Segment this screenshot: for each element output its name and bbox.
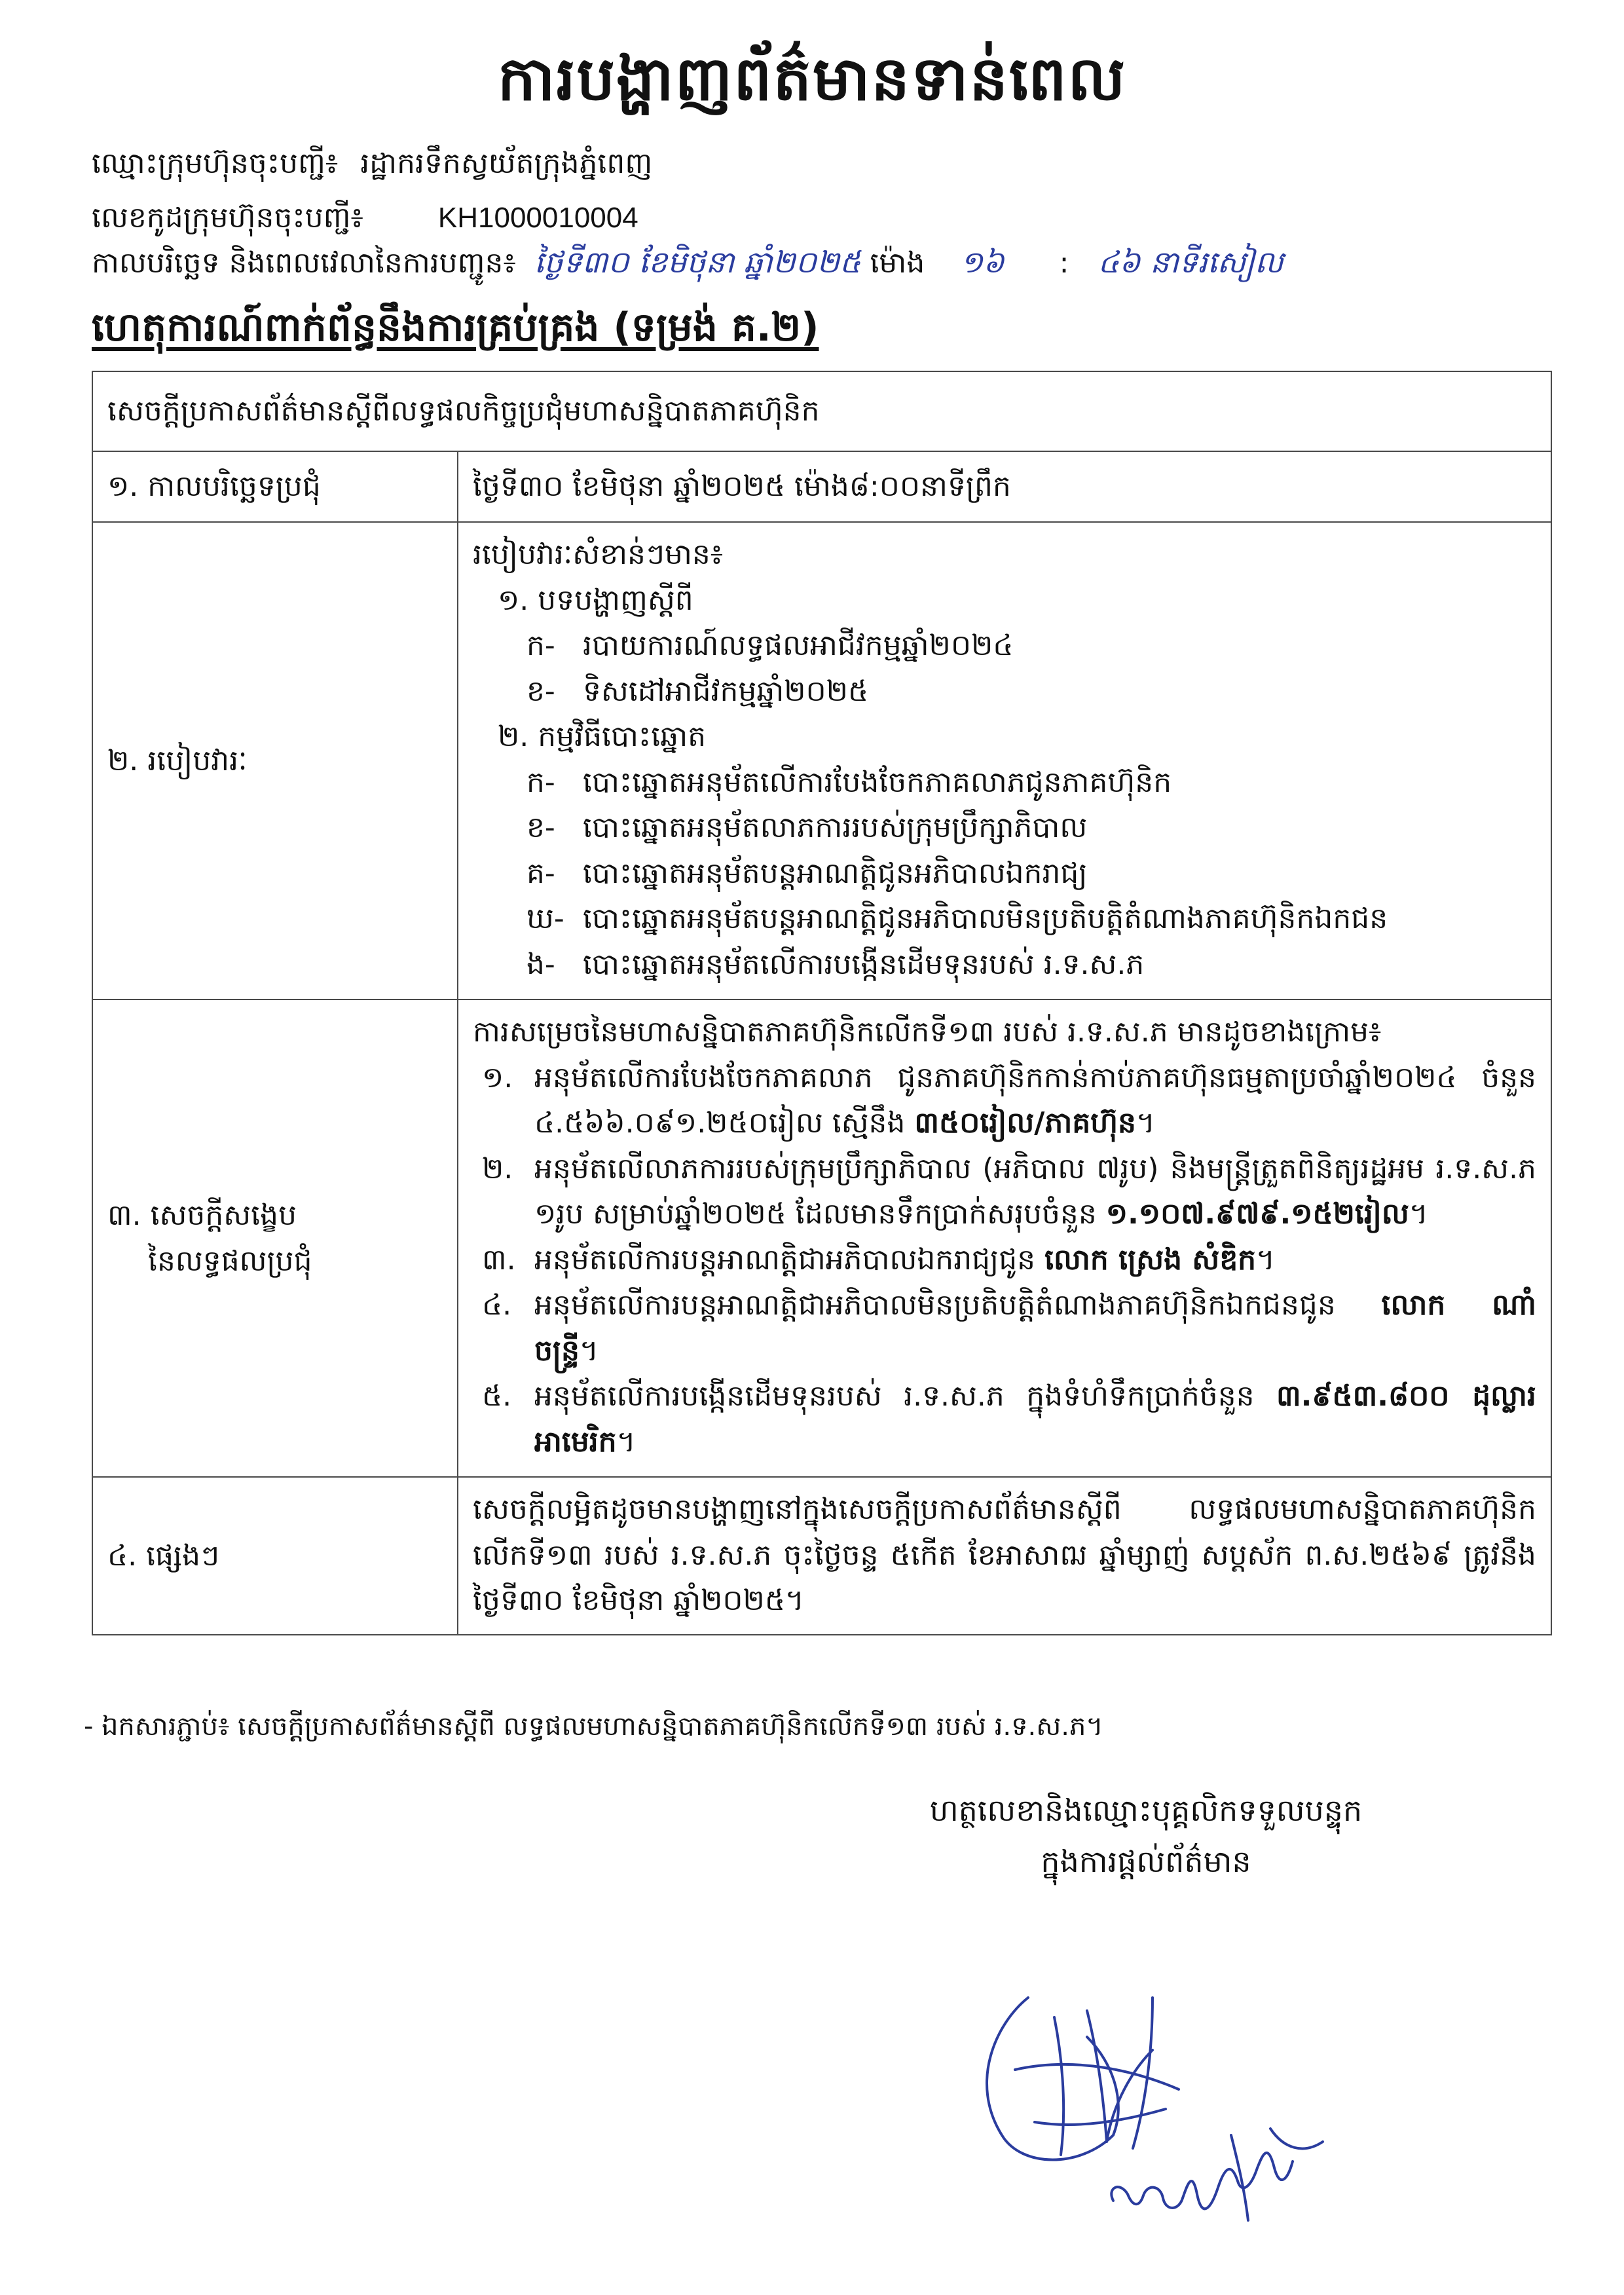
result-item-number: ២. — [482, 1151, 513, 1185]
company-name-row — [92, 145, 652, 187]
submission-datetime-row — [92, 244, 1283, 288]
agenda-row — [92, 522, 1551, 999]
result-item-number: ១. — [482, 1060, 513, 1094]
agenda-item-marker: ក- — [526, 765, 555, 799]
result-item — [473, 1055, 1536, 1146]
result-item-number: ៥. — [482, 1379, 512, 1413]
agenda-item-marker: ខ- — [526, 811, 555, 845]
result-highlight: លោក ណាំ ចន្ទ្រី — [534, 1288, 1536, 1368]
handwritten-signature — [956, 1971, 1362, 2260]
result-end: ។ — [616, 1425, 636, 1459]
disclosure-table — [92, 371, 1552, 1635]
company-name-label: ឈ្មោះក្រុមហ៊ុនចុះបញ្ជី៖ — [92, 147, 339, 180]
other-row — [92, 1477, 1551, 1635]
other-label: ៤. ផ្សេងៗ — [92, 1477, 458, 1635]
result-item — [473, 1282, 1536, 1373]
agenda-item — [473, 669, 1536, 715]
results-summary-label-line-2: នៃលទ្ធផលប្រជុំ — [148, 1244, 312, 1278]
result-end: ។ — [1409, 1197, 1428, 1231]
signature-caption-line-2: ក្នុងការផ្តល់ព័ត៌មាន — [1041, 1844, 1251, 1880]
result-item-number: ៤. — [482, 1288, 512, 1322]
section-heading: ហេតុការណ៍ពាក់ព័ន្ធនឹងការគ្រប់គ្រង (ទម្រង់ គ.២) — [92, 305, 819, 350]
result-highlight: លោក ស្រេង សំឌិក — [1044, 1242, 1257, 1277]
result-highlight: ៣.៩៥៣.៨០០ ដុល្លារអាមេរិក — [534, 1379, 1536, 1459]
result-item — [473, 1237, 1536, 1283]
signature-caption — [877, 1785, 1414, 1887]
results-summary-label-line-1: ៣. សេចក្តីសង្ខេប — [107, 1199, 297, 1233]
agenda-item-marker: ង- — [526, 947, 555, 981]
table-heading-cell: សេចក្តីប្រកាសព័ត៌មានស្តីពីលទ្ធផលកិច្ចប្រជុំមហាសន្និបាតភាគហ៊ុនិក — [92, 371, 1551, 451]
result-end: ។ — [1135, 1106, 1155, 1140]
agenda-item-text: បោះឆ្នោតអនុម័តបន្តអាណត្តិជូនអភិបាលមិនប្រតិបត្តិតំណាងភាគហ៊ុនិកឯកជន — [583, 902, 1388, 936]
agenda-label: ២. របៀបវារៈ — [92, 522, 458, 999]
page-title: ការបង្ហាញព័ត៌មានទាន់ពេល — [497, 44, 1127, 114]
agenda-item-text: បោះឆ្នោតអនុម័តលាភការរបស់ក្រុមប្រឹក្សាភិបាល — [583, 811, 1088, 845]
agenda-item — [473, 760, 1536, 806]
result-end: ។ — [579, 1334, 599, 1368]
result-text: អនុម័តលើលាភការរបស់ក្រុមប្រឹក្សាភិបាល (អភិបាល ៧រូប) និងមន្ត្រីត្រួតពិនិត្យរដ្ឋអម រ.ទ.ស.ភ ១រូប សម្រាប់ឆ្នាំ២០២៥ ដែលមានទឹកប្រាក់សរុបចំនួន — [534, 1151, 1536, 1231]
meeting-date-label: ១. កាលបរិច្ឆេទប្រជុំ — [92, 451, 458, 522]
agenda-cell — [458, 522, 1551, 999]
meeting-date-value: ថ្ងៃទី៣០ ខែមិថុនា ឆ្នាំ២០២៥ ម៉ោង៨:០០នាទីព្រឹក — [458, 451, 1551, 522]
time-separator: : — [1059, 246, 1069, 280]
agenda-item — [473, 896, 1536, 942]
agenda-item-text: បោះឆ្នោតអនុម័តលើការបែងចែកភាគលាភជូនភាគហ៊ុនិក — [583, 765, 1172, 799]
result-item-text — [534, 1237, 1536, 1283]
agenda-item-marker: ខ- — [526, 674, 555, 708]
submission-minute-value: ៤៦ នាទីរសៀល — [1098, 244, 1283, 280]
agenda-section-2: ២. កម្មវិធីបោះឆ្នោត — [498, 720, 707, 754]
result-text: អនុម័តលើការបង្កើនដើមទុនរបស់ រ.ទ.ស.ភ ក្នុងទំហំទឹកប្រាក់ចំនួន — [534, 1379, 1255, 1413]
result-text: អនុម័តលើការបន្តអាណត្តិជាអភិបាលឯករាជ្យជូន — [534, 1242, 1036, 1277]
agenda-item — [473, 942, 1536, 988]
agenda-section-1: ១. បទបង្ហាញស្តីពី — [498, 583, 693, 617]
result-text: អនុម័តលើការបន្តអាណត្តិជាអភិបាលមិនប្រតិបត្តិតំណាងភាគហ៊ុនិកឯកជនជូន — [534, 1288, 1336, 1322]
results-summary-label — [92, 999, 458, 1477]
meeting-date-row — [92, 451, 1551, 522]
agenda-item-marker: ក- — [526, 629, 555, 663]
results-intro: ការសម្រេចនៃមហាសន្និបាតភាគហ៊ុនិកលើកទី១៣ របស់ រ.ទ.ស.ភ មានដូចខាងក្រោម៖ — [473, 1015, 1382, 1049]
other-value: សេចក្តីលម្អិតដូចមានបង្ហាញនៅក្នុងសេចក្តីប្រកាសព័ត៌មានស្តីពី លទ្ធផលមហាសន្និបាតភាគហ៊ុនិកលើកទី១៣ របស់ រ.ទ.ស.ភ ចុះថ្ងៃចន្ទ ៥កើត ខែអាសាឍ ឆ្នាំម្សាញ់ សប្តស័ក ព.ស.២៥៦៩ ត្រូវនឹងថ្ងៃទី៣០ ខែមិថុនា ឆ្នាំ២០២៥។ — [458, 1477, 1551, 1635]
agenda-item — [473, 623, 1536, 669]
company-code-value: KH1000010004 — [437, 202, 638, 234]
attachment-note: - ឯកសារភ្ជាប់៖ សេចក្តីប្រកាសព័ត៌មានស្តីពី លទ្ធផលមហាសន្និបាតភាគហ៊ុនិកលើកទី១៣ របស់ រ.ទ.ស.ភ។ — [84, 1711, 1103, 1742]
agenda-item-marker: គ- — [526, 856, 555, 890]
company-code-label: លេខកូដក្រុមហ៊ុនចុះបញ្ជី៖ — [92, 201, 363, 234]
result-item-text — [534, 1055, 1536, 1146]
result-highlight: ១.១០៧.៩៧៩.១៥២រៀល — [1105, 1197, 1409, 1231]
agenda-intro: របៀបវារៈសំខាន់ៗមាន៖ — [473, 538, 724, 571]
results-summary-cell — [458, 999, 1551, 1477]
signature-caption-line-1: ហត្ថលេខានិងឈ្មោះបុគ្គលិកទទួលបន្ទុក — [929, 1793, 1363, 1828]
table-header-row — [92, 371, 1551, 451]
agenda-item-text: បោះឆ្នោតអនុម័តលើការបង្កើនដើមទុនរបស់ រ.ទ.ស.ភ — [583, 947, 1145, 981]
result-item-text — [534, 1282, 1536, 1373]
result-item-text — [534, 1146, 1536, 1237]
agenda-item-text: ទិសដៅអាជីវកម្មឆ្នាំ២០២៥ — [583, 674, 869, 708]
agenda-item-marker: ឃ- — [526, 902, 564, 936]
submission-date-value: ថ្ងៃទី៣០ ខែមិថុនា ឆ្នាំ២០២៥ — [534, 244, 861, 280]
company-code-row — [92, 200, 638, 242]
result-highlight: ៣៥០រៀល/ភាគហ៊ុន — [914, 1106, 1136, 1140]
result-item — [473, 1373, 1536, 1465]
agenda-item-text: របាយការណ៍លទ្ធផលអាជីវកម្មឆ្នាំ២០២៤ — [583, 629, 1014, 663]
result-item-text — [534, 1373, 1536, 1465]
submission-date-label: កាលបរិច្ឆេទ និងពេលវេលានៃការបញ្ជូន៖ — [92, 246, 516, 280]
agenda-item-text: បោះឆ្នោតអនុម័តបន្តអាណត្តិជូនអភិបាលឯករាជ្យ — [583, 856, 1088, 890]
agenda-item — [473, 805, 1536, 851]
result-item — [473, 1146, 1536, 1237]
result-item-number: ៣. — [482, 1242, 516, 1277]
result-end: ។ — [1256, 1242, 1276, 1277]
result-text: អនុម័តលើការបែងចែកភាគលាភ ជូនភាគហ៊ុនិកកាន់កាប់ភាគហ៊ុនធម្មតាប្រចាំឆ្នាំ២០២៤ ចំនួន ៤.៥៦៦.០៩១.២៥០រៀល ស្មើនឹង — [534, 1060, 1536, 1140]
submission-hour-value: ១៦ — [960, 244, 1005, 280]
time-word: ម៉ោង — [870, 246, 925, 280]
company-name-value: រដ្ឋាករទឹកស្វយ័តក្រុងភ្នំពេញ — [360, 147, 653, 180]
signature-strokes — [987, 1998, 1323, 2220]
agenda-item — [473, 851, 1536, 897]
results-summary-row — [92, 999, 1551, 1477]
